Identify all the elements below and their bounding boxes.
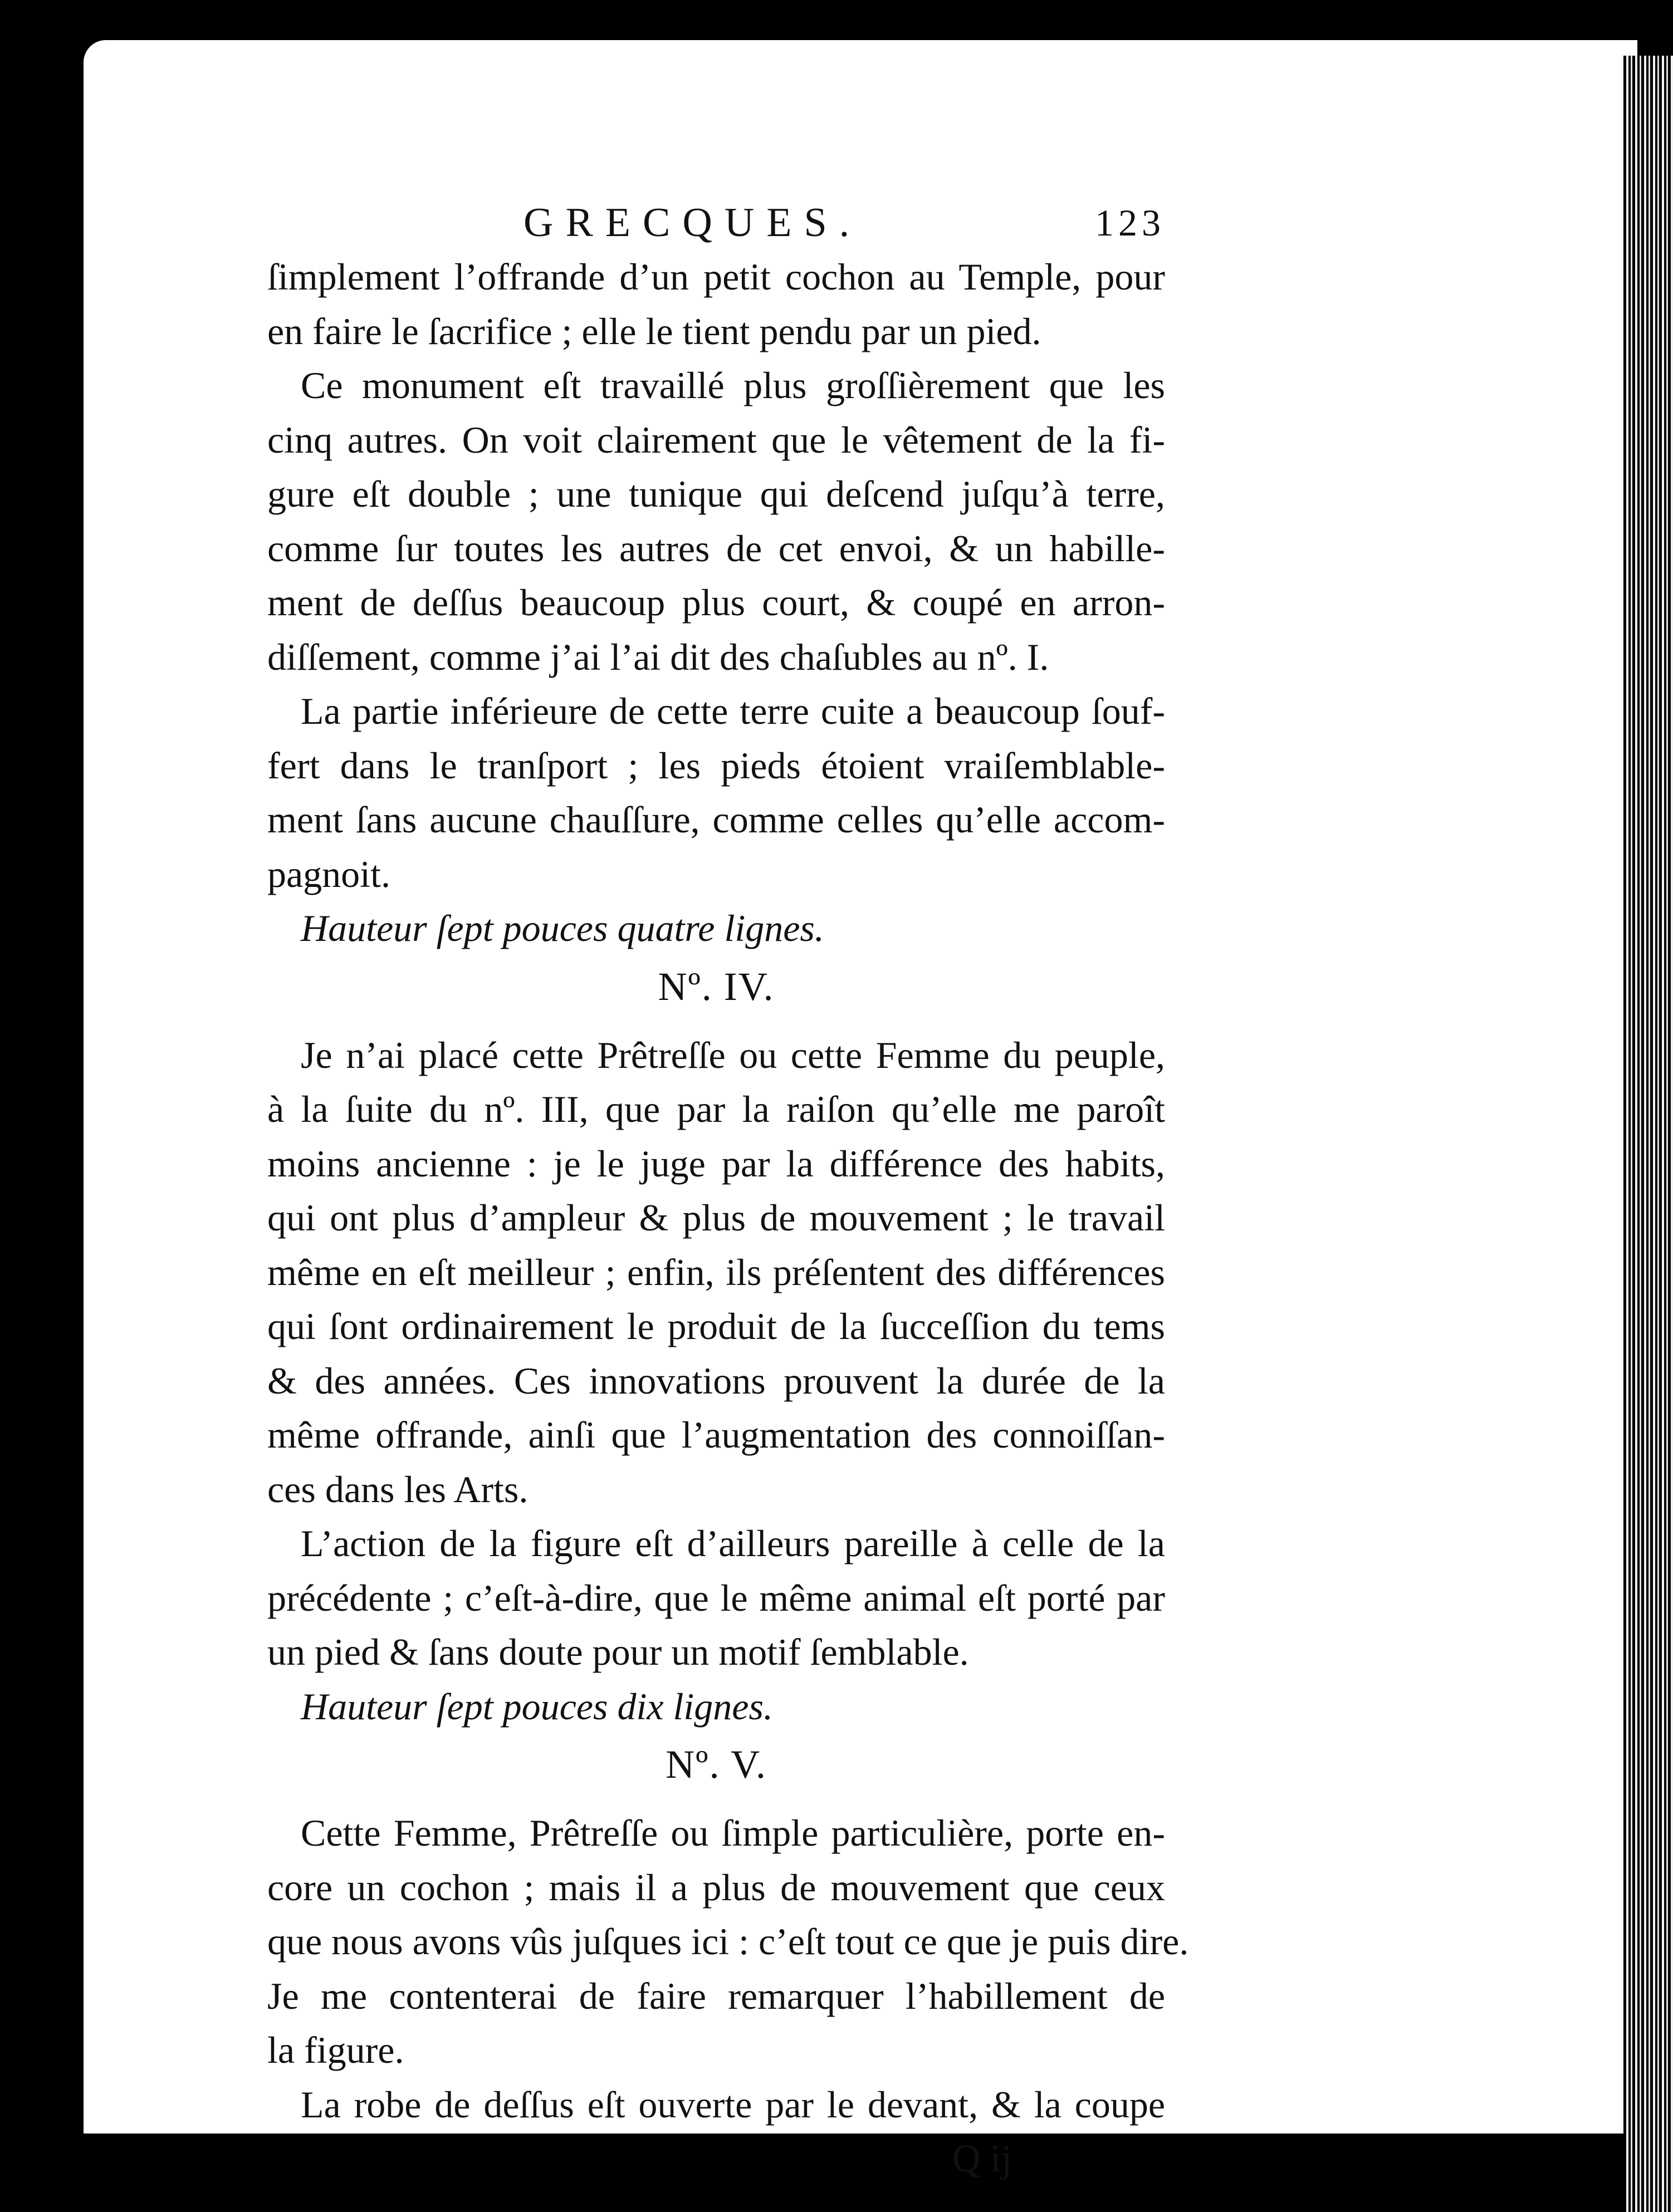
running-title: GRECQUES. [524,200,862,246]
text-line: fert dans le tranſport ; les pieds étoient vraiſemblable- [267,744,1165,787]
text-line: ces dans les Arts. [267,1468,529,1510]
text-line: cinq autres. On voit clairement que le vêtement de la fi- [267,418,1165,461]
text-line: pagnoit. [267,852,390,895]
text-line: à la ſuite du nº. III, que par la raiſon qu’elle me paroît [267,1088,1165,1130]
text-line: même offrande, ainſi que l’augmentation des connoiſſan- [267,1414,1165,1456]
text-line: même en eſt meilleur ; enfin, ils préſentent des différences [267,1250,1165,1293]
text-line: Je n’ai placé cette Prêtreſſe ou cette Femme du peuple, [301,1033,1165,1076]
page-gutter-edge [1623,56,1673,2212]
text-line: la figure. [267,2029,404,2071]
text-line: L’action de la figure eſt d’ailleurs pareille à celle de la [301,1522,1165,1564]
page-number: 123 [1095,202,1165,244]
text-line: qui ſont ordinairement le produit de la ſucceſſion du tems [267,1305,1165,1347]
text-line: un pied & ſans doute pour un motif ſemblable. [267,1631,969,1673]
text-line: diſſement, comme j’ai l’ai dit des chaſubles au nº. I. [267,635,1049,678]
text-line: & des années. Ces innovations prouvent la durée de la [267,1359,1165,1402]
text-line: qui ont plus d’ampleur & plus de mouvement ; le travail [267,1196,1165,1239]
text-line: core un cochon ; mais il a plus de mouvement que ceux [267,1866,1165,1909]
text-line: ment ſans aucune chauſſure, comme celles qu’elle accom- [267,798,1165,841]
text-line: Cette Femme, Prêtreſſe ou ſimple particulière, porte en- [301,1812,1165,1854]
page-text [267,196,1189,2186]
text-line: ment de deſſus beaucoup plus court, & coupé en arron- [267,581,1165,624]
text-line: Ce monument eſt travaillé plus groſſièrement que les [301,364,1165,406]
height-note: Hauteur ſept pouces quatre lignes. [301,907,824,949]
text-line: moins ancienne : je le juge par la différence des habits, [267,1142,1165,1185]
text-line: comme ſur toutes les autres de cet envoi, & un habille- [267,527,1165,570]
text-line: en faire le ſacrifice ; elle le tient pendu par un pied. [267,310,1041,352]
text-line: gure eſt double ; une tunique qui deſcend juſqu’à terre, [267,473,1165,515]
text-line: que nous avons vûs juſques ici : c’eſt tout ce que je puis dire. [267,1920,1189,1963]
section-heading-iv: Nº. IV. [658,964,775,1009]
text-line: La partie inférieure de cette terre cuite a beaucoup ſouf- [301,690,1165,732]
text-line: précédente ; c’eſt-à-dire, que le même animal eſt porté par [267,1576,1165,1619]
text-line: La robe de deſſus eſt ouverte par le devant, & la coupe [301,2083,1165,2126]
section-heading-v: Nº. V. [666,1742,767,1787]
text-line: Je me contenterai de faire remarquer l’habillement de [267,1974,1165,2017]
text-line: ſimplement l’offrande d’un petit cochon au Temple, pour [267,256,1165,298]
signature-mark: Q ij [952,2137,1012,2180]
height-note: Hauteur ſept pouces dix lignes. [301,1685,773,1728]
running-head [267,196,1165,250]
